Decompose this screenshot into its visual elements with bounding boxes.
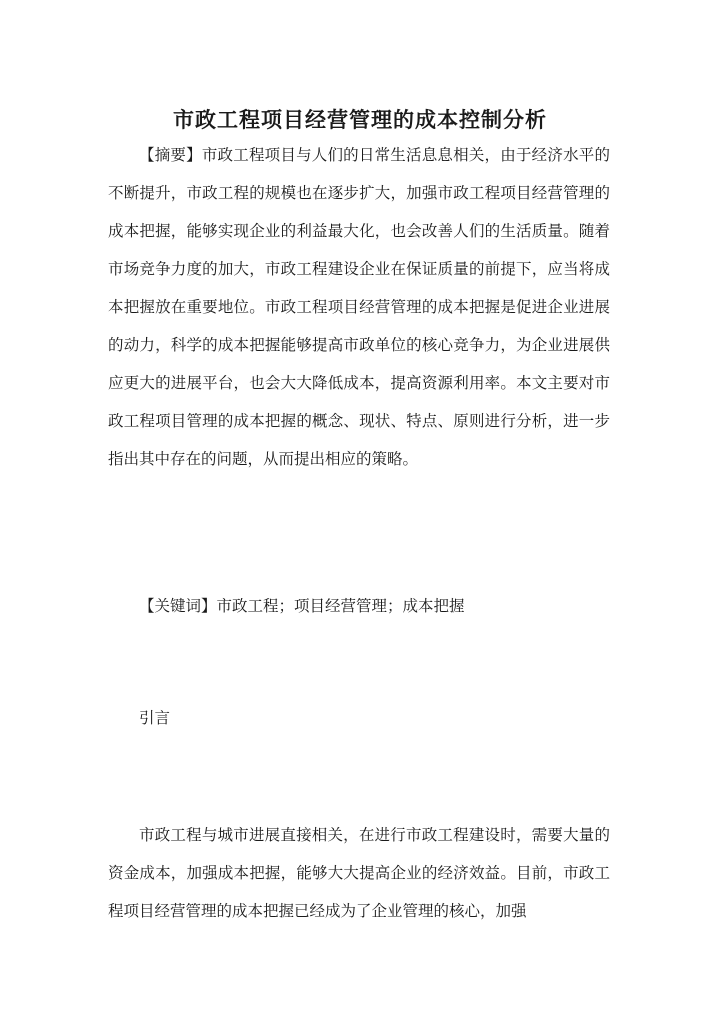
keywords-line: 【关键词】市政工程；项目经营管理；成本把握	[139, 597, 465, 615]
abstract-paragraph: 【摘要】市政工程项目与人们的日常生活息息相关，由于经济水平的不断提升，市政工程的规模也在逐步扩大，加强市政工程项目经营管理的成本把握，能够实现企业的利益最大化，也会改善人们的生活质量。随着市场竞争力度的加大，市政工程建设企业在保证质量的前提下，应当将成本把握放在重要地位。市政工程项目经营管理的成本把握是促进企业进展的动力，科学的成本把握能够提高市政单位的核心竞争力，为企业进展供应更大的进展平台，也会大大降低成本，提高资源利用率。本文主要对市政工程项目管理的成本把握的概念、现状、特点、原则进行分析，进一步指出其中存在的问题，从而提出相应的策略。	[108, 146, 610, 468]
body-paragraph: 市政工程与城市进展直接相关，在进行市政工程建设时，需要大量的资金成本，加强成本把握，能够大大提高企业的经济效益。目前，市政工程项目经营管理的成本把握已经成为了企业管理的核心，加强	[108, 826, 610, 920]
document-title: 市政工程项目经营管理的成本控制分析	[173, 107, 547, 133]
section-heading-introduction: 引言	[139, 709, 171, 727]
